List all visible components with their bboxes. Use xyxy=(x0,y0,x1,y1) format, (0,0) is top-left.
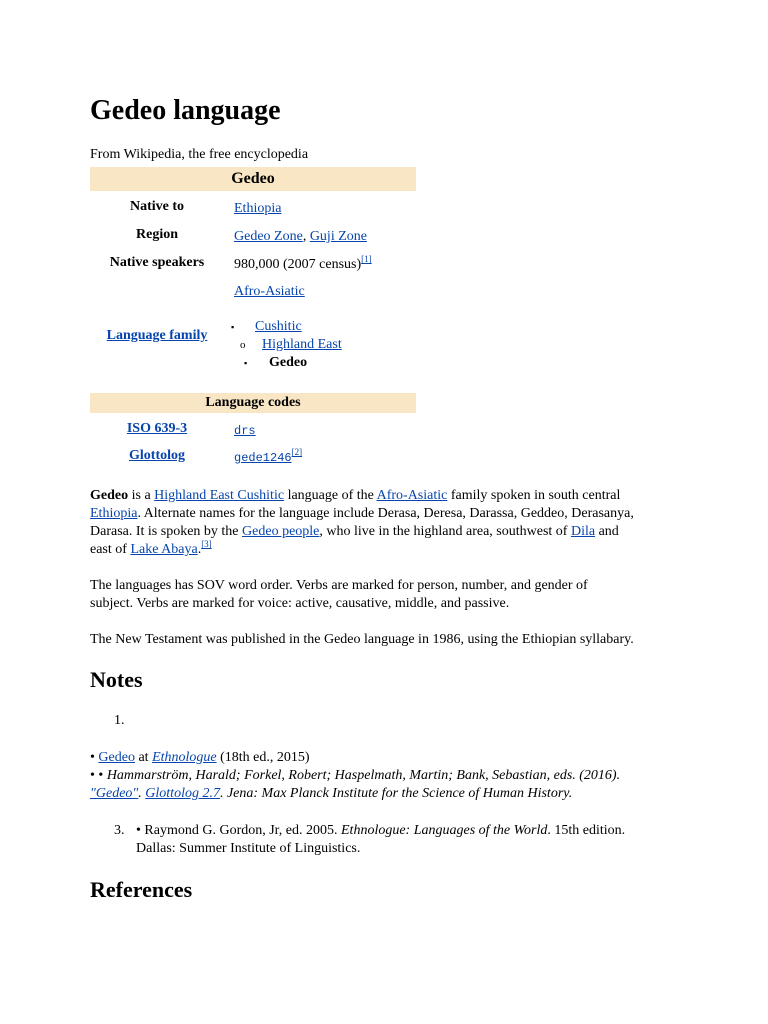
region-link-gedeo-zone[interactable]: Gedeo Zone xyxy=(234,229,303,244)
term-gedeo: Gedeo xyxy=(90,488,129,503)
iso-code-link[interactable]: drs xyxy=(234,424,256,438)
language-family-link[interactable]: Language family xyxy=(106,328,208,343)
ref-3-link[interactable]: [3] xyxy=(201,539,212,549)
text: and xyxy=(595,524,619,539)
family-afro-asiatic-link[interactable]: Afro-Asiatic xyxy=(234,284,305,299)
note-glottolog xyxy=(90,767,620,785)
link-afro-asiatic[interactable]: Afro-Asiatic xyxy=(376,488,448,503)
text: . Jena: Max Planck Institute for the Science of Human History. xyxy=(219,786,573,801)
note-gordon-cont: Dallas: Summer Institute of Linguistics. xyxy=(136,841,361,856)
glottolog-link[interactable]: Glottolog xyxy=(129,448,185,463)
text: , who live in the highland area, southwest of xyxy=(319,524,571,539)
page-title: Gedeo language xyxy=(90,95,281,126)
link-highland-east-cushitic[interactable]: Highland East Cushitic xyxy=(154,488,285,503)
note-gordon xyxy=(136,822,625,840)
link-gedeo-ethnologue[interactable]: Gedeo xyxy=(98,750,135,765)
link-gedeo-people[interactable]: Gedeo people xyxy=(242,524,320,539)
iso-639-3-link[interactable]: ISO 639-3 xyxy=(126,421,188,436)
tagline: From Wikipedia, the free encyclopedia xyxy=(90,147,309,162)
region-label: Region xyxy=(136,227,178,242)
text: family spoken in south central xyxy=(447,488,621,503)
text: . xyxy=(197,542,202,557)
link-ethiopia[interactable]: Ethiopia xyxy=(90,506,138,521)
text: subject. Verbs are marked for voice: active, causative, middle, and passive. xyxy=(90,596,510,611)
text: The languages has SOV word order. Verbs are marked for person, number, and gender of xyxy=(90,578,588,593)
native-to-link[interactable]: Ethiopia xyxy=(234,201,282,216)
link-lake-abaya[interactable]: Lake Abaya xyxy=(130,542,198,557)
link-dila[interactable]: Dila xyxy=(570,524,596,539)
link-gedeo-glottolog[interactable]: "Gedeo" xyxy=(90,786,139,801)
bullet: • xyxy=(90,750,95,765)
speakers-ref[interactable]: [1] xyxy=(361,254,372,264)
bullet: • • xyxy=(90,768,104,783)
family-highland-east-link[interactable]: Highland East xyxy=(262,337,342,352)
glottolog-code-link[interactable]: gede1246 xyxy=(234,451,292,465)
text: Hammarström, Harald; Forkel, Robert; Haspelmath, Martin; Bank, Sebastian, eds. (2016). xyxy=(103,768,621,783)
bible-paragraph: The New Testament was published in the Gedeo language in 1986, using the Ethiopian syllabary. xyxy=(90,632,634,647)
note-ethnologue xyxy=(90,749,310,767)
link-ethnologue[interactable]: Ethnologue xyxy=(152,750,217,765)
bullet-square: ▪ xyxy=(231,322,235,332)
text: east of xyxy=(90,542,131,557)
note-glottolog-cont xyxy=(90,785,572,803)
text: . 15th edition. xyxy=(547,823,626,838)
text: . Alternate names for the language include Derasa, Deresa, Darassa, Geddeo, Derasanya, xyxy=(137,506,634,521)
note-3-number: 3. xyxy=(114,823,125,838)
text: Raymond G. Gordon, Jr, ed. 2005. xyxy=(140,823,341,838)
text: is a xyxy=(128,488,155,503)
bullet-circle: o xyxy=(240,339,246,351)
text: (18th ed., 2015) xyxy=(216,750,310,765)
text: . xyxy=(138,786,146,801)
intro-paragraph xyxy=(90,487,688,559)
bullet: • xyxy=(136,823,141,838)
language-codes-header: Language codes xyxy=(90,393,416,413)
text: Ethnologue: Languages of the World xyxy=(341,823,548,838)
note-1-number: 1. xyxy=(114,713,125,728)
glottolog-ref[interactable]: [2] xyxy=(291,447,303,457)
text: Darasa. It is spoken by the xyxy=(90,524,243,539)
bullet-square: ▪ xyxy=(244,358,248,368)
region-link-guji-zone[interactable]: Guji Zone xyxy=(309,229,367,244)
region-separator: , xyxy=(302,229,307,244)
family-cushitic-link[interactable]: Cushitic xyxy=(255,319,302,334)
family-gedeo-label: Gedeo xyxy=(269,355,308,370)
native-to-label: Native to xyxy=(129,199,185,214)
notes-heading: Notes xyxy=(90,667,143,692)
speakers-value: 980,000 (2007 census) xyxy=(234,257,362,272)
text: at xyxy=(134,750,153,765)
infobox-header: Gedeo xyxy=(90,167,416,191)
references-heading: References xyxy=(90,877,193,902)
grammar-paragraph xyxy=(90,577,688,613)
speakers-label: Native speakers xyxy=(109,255,205,270)
text: language of the xyxy=(284,488,377,503)
link-glottolog-2-7[interactable]: Glottolog 2.7 xyxy=(145,786,220,801)
